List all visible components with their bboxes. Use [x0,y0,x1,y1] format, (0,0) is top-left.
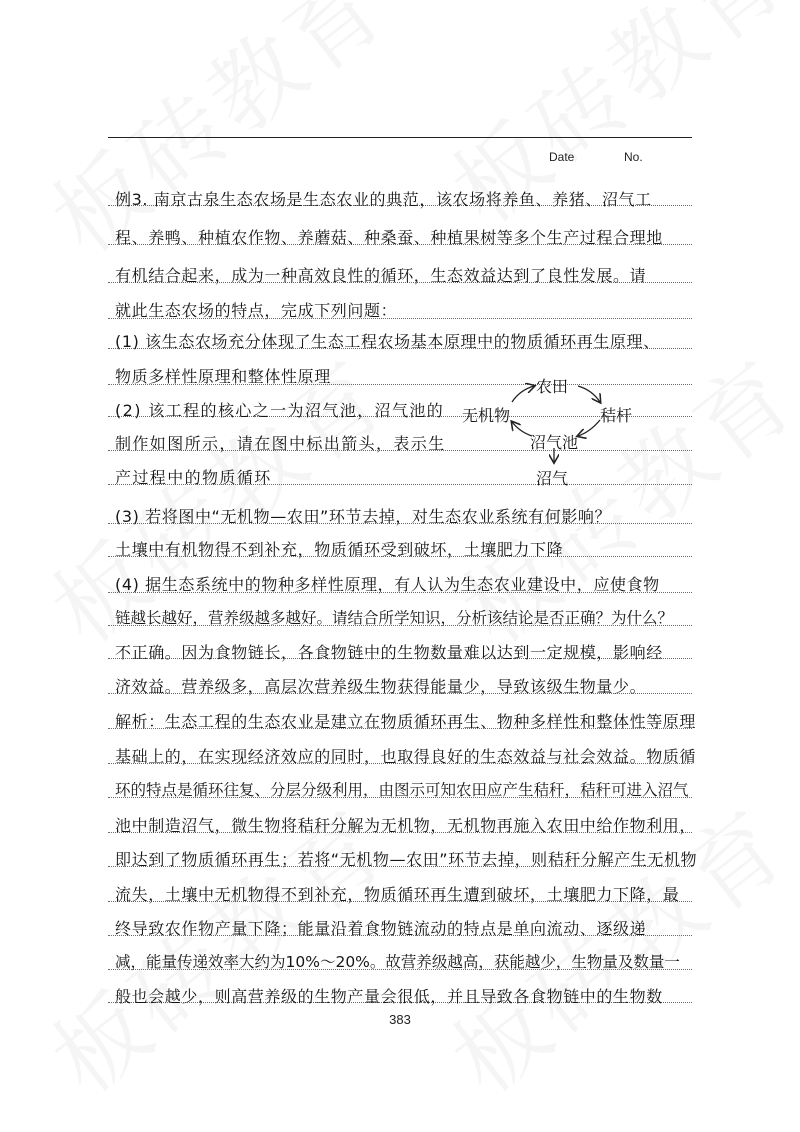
arrow-farmland-to-straw [578,386,600,402]
question-2-line-1: (2) 该工程的核心之一为沼气池，沼气池的 [115,401,445,420]
question-intro-line-2: 程、养鸭、种植农作物、养蘑菇、种桑蚕、种植果树等多个生产过程合理地 [115,228,663,247]
question-intro-line-4: 就此生态农场的特点，完成下列问题： [115,301,398,320]
answer-1: 物质多样性原理和整体性原理 [115,367,331,386]
node-straw: 秸杆 [600,406,633,425]
question-intro-line-1: 例3. 南京古泉生态农场是生态农业的典范，该农场将养鱼、养猪、沼气工 [115,190,652,209]
watermark [421,0,800,249]
question-intro-line-3: 有机结合起来，成为一种高效良性的循环，生态效益达到了良性发展。请 [115,266,647,285]
question-4-line-2: 链越长越好，营养级越多越好。请结合所学知识，分析该结论是否正确？为什么？ [115,609,674,627]
analysis-line-6: 流失，土壤中无机物得不到补充，物质循环再生遭到破坏，土壤肥力下降，最 [115,885,680,904]
node-farmland: 农田 [536,377,569,396]
node-biogas: 沼气 [536,469,569,488]
analysis-line-8: 减，能量传递效率大约为10%～20%。故营养级越高，获能越少，生物量及数量一 [115,953,680,971]
question-2-line-2: 制作如图所示，请在图中标出箭头，表示生 [115,434,446,453]
analysis-line-9: 般也会越少，则高营养级的生物产量会很低，并且导致各食物链中的生物数 [115,987,663,1006]
question-2-line-3: 产过程中的物质循环 [115,468,272,487]
answer-4-line-2: 济效益。营养级多，高层次营养级生物获得能量少，导致该级生物量少。 [115,677,647,696]
node-biogas-pit: 沼气池 [530,433,579,452]
answer-4-line-1: 不正确。因为食物链长，各食物链中的生物数量难以达到一定规模，影响经 [115,643,663,662]
arrow-straw-to-biogas-pit [578,420,600,436]
page-number: 383 [389,1012,411,1027]
question-4-line-1: (4) 据生态系统中的物种多样性原理，有人认为生态农业建设中，应使食物 [115,575,660,594]
material-cycle-diagram [450,372,650,490]
analysis-line-3: 环的特点是循环往复、分层分级利用，由图示可知农田应产生秸秆，秸秆可进入沼气 [115,781,689,799]
analysis-line-7: 终导致农作物产量下降；能量沿着食物链流动的特点是单向流动、逐级递 [115,919,647,938]
analysis-line-2: 基础上的，在实现经济效应的同时，也取得良好的生态效益与社会效益。物质循 [115,747,697,766]
question-1-line-1: (1) 该生态农场充分体现了生态工程农场基本原理中的物质循环再生原理、 [115,332,660,351]
arrow-biogas-pit-to-inorganic [512,422,532,436]
header-rule [108,137,692,138]
arrow-inorganic-to-farmland [512,386,534,402]
number-label: No. [624,150,643,164]
analysis-line-1: 解析：生态工程的生态农业是建立在物质循环再生、物种多样性和整体性等原理 [115,712,697,731]
analysis-line-5: 即达到了物质循环再生；若将“无机物—农田”环节去掉，则秸秆分解产生无机物 [115,850,698,869]
question-3: (3) 若将图中“无机物—农田”环节去掉，对生态农业系统有何影响？ [115,507,612,526]
answer-3: 土壤中有机物得不到补充，物质循环受到破坏，土壤肥力下降 [115,540,564,559]
analysis-line-4: 池中制造沼气，微生物将秸秆分解为无机物，无机物再施入农田中给作物利用， [115,816,697,835]
node-inorganic: 无机物 [462,406,511,425]
date-label: Date [549,150,575,164]
